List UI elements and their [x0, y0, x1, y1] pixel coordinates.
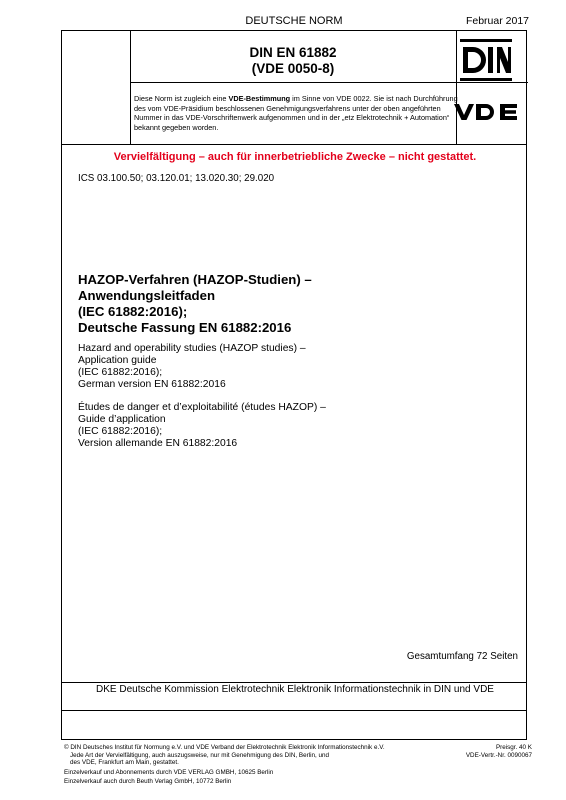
vde-bestimmung: VDE-Bestimmung — [228, 94, 291, 103]
publication-date: Februar 2017 — [465, 15, 529, 27]
title-french: Études de danger et d’exploitabilité (études HAZOP) – Guide d’application (IEC 61882:2016); Version allemande EN 61882:2016 — [78, 402, 326, 449]
header-bottom-rule — [62, 144, 526, 145]
cover-frame — [61, 30, 527, 740]
sales-vde: Einzelverkauf und Abonnements durch VDE VERLAG GMBH, 10625 Berlin — [64, 769, 274, 776]
sales-beuth: Einzelverkauf auch durch Beuth Verlag GmbH, 10772 Berlin — [64, 778, 232, 785]
title-english: Hazard and operability studies (HAZOP studies) – Application guide (IEC 61882:2016); German version EN 61882:2016 — [78, 343, 306, 390]
dke-top-rule — [62, 682, 526, 683]
dke-bottom-rule — [62, 710, 526, 711]
vde-logo — [454, 104, 518, 120]
order-number: VDE-Vertr.-Nr. 0090067 — [465, 751, 532, 759]
title-german: HAZOP-Verfahren (HAZOP-Studien) – Anwendungsleitfaden (IEC 61882:2016); Deutsche Fassung EN 61882:2016 — [78, 272, 312, 335]
total-pages: Gesamtumfang 72 Seiten — [406, 651, 518, 662]
top-banner — [61, 0, 527, 30]
vde-notice: Diese Norm ist zugleich eine VDE-Bestimmung im Sinne von VDE 0022. Sie ist nach Durchführung des vom VDE-Präsidium beschlossenen Genehmigungsverfahrens unter der oben angeführten Nummer in das VDE-Vorschriftenwerk aufgenommen und in der „etz Elektrotechnik + Automation“ bekannt gegeben worden. — [134, 94, 458, 132]
din-number: DIN EN 61882 — [249, 45, 337, 60]
din-logo — [460, 39, 512, 81]
price-info — [466, 744, 532, 759]
header-divider — [130, 82, 528, 83]
standard-numbers — [130, 45, 456, 77]
copy-warning: Vervielfältigung – auch für innerbetriebliche Zwecke – nicht gestattet. — [113, 151, 477, 163]
ics-codes: ICS 03.100.50; 03.120.01; 13.020.30; 29.020 — [78, 173, 275, 184]
dke-line: DKE Deutsche Kommission Elektrotechnik Elektronik Informationstechnik in DIN und VDE — [96, 684, 494, 695]
copyright-notice: © DIN Deutsches Institut für Normung e.V. und VDE Verband der Elektrotechnik Elektronik Informationstechnik e.V. Jede Art der Vervielfältigung, auch auszugsweise, nur mit Genehmigung des DIN, Berlin, und des VDE, Frankfurt am Main, gestattet. — [64, 744, 385, 767]
price-group: Preisgr. 40 K — [495, 744, 532, 751]
norm-kind: DEUTSCHE NORM — [245, 15, 343, 27]
vde-number: (VDE 0050-8) — [251, 61, 335, 76]
